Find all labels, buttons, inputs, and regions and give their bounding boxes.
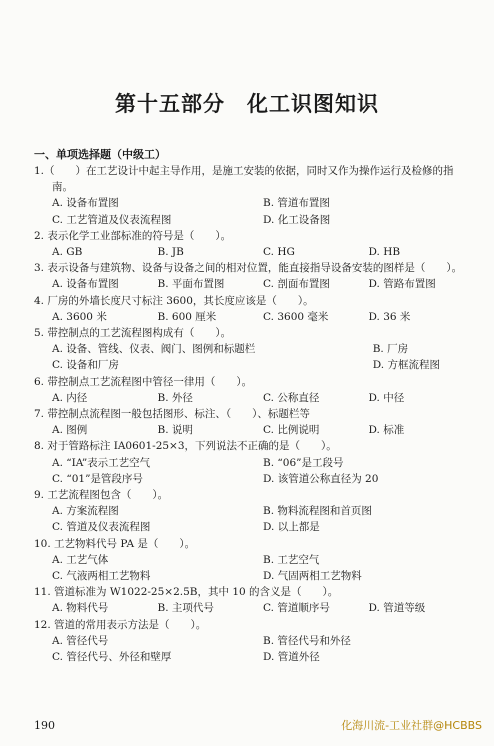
- option-c: C. 管径代号、外径和壁厚: [52, 651, 172, 664]
- question-4: [34, 293, 474, 325]
- option-d: D. 以上都是: [263, 521, 320, 534]
- option-d: D. 标准: [368, 424, 405, 437]
- question-stem: 4. 厂房的外墙长度尺寸标注 3600，其长度应该是（ ）。: [34, 294, 314, 307]
- question-1: [34, 163, 474, 228]
- question-10: [34, 536, 474, 585]
- option-a: A. 内径: [52, 391, 88, 404]
- option-c: C. HG: [263, 246, 295, 259]
- option-d: D. 36 米: [368, 310, 411, 323]
- option-b: B. 厂房: [372, 343, 409, 356]
- option-a: A. GB: [52, 246, 83, 259]
- option-b: B. 600 厘米: [157, 310, 217, 323]
- option-b: B. JB: [157, 246, 184, 259]
- option-b: B. “06”是工段号: [263, 456, 344, 469]
- question-stem: 7. 带控制点流程图一般包括图形、标注、（ ）、标题栏等: [34, 408, 310, 421]
- option-b: B. 物料流程图和首页图: [263, 505, 372, 518]
- option-a: A. 方案流程图: [52, 505, 119, 518]
- question-3: [34, 260, 474, 292]
- option-c: C. 设备和厂房: [52, 359, 119, 372]
- option-b: B. 工艺空气: [263, 553, 320, 566]
- option-c: C. 公称直径: [263, 391, 320, 404]
- option-d: D. 该管道公称直径为 20: [263, 472, 379, 485]
- option-a: A. 设备布置图: [52, 278, 119, 291]
- option-a: A. 工艺气体: [52, 553, 109, 566]
- page-number: 190: [34, 719, 55, 732]
- option-c: C. 管道及仪表流程图: [52, 521, 151, 534]
- section-heading: 一、单项选择题（中级工）: [34, 148, 166, 161]
- question-12: [34, 617, 474, 666]
- question-8: [34, 438, 474, 487]
- question-9: [34, 487, 474, 536]
- option-a: A. 设备布置图: [52, 197, 119, 210]
- option-c: C. 剖面布置图: [263, 278, 330, 291]
- option-a: A. 设备、管线、仪表、阀门、图例和标题栏: [52, 343, 256, 356]
- option-b: B. 平面布置图: [157, 278, 225, 291]
- option-a: A. 图例: [52, 424, 88, 437]
- option-a: A. “IA”表示工艺空气: [52, 456, 151, 469]
- question-stem: 3. 表示设备与建筑物、设备与设备之间的相对位置，能直接指导设备安装的图样是（ ）。: [34, 262, 463, 275]
- option-a: A. 管径代号: [52, 634, 109, 647]
- option-c: C. 气液两相工艺物料: [52, 570, 151, 583]
- question-stem: 10. 工艺物料代号 PA 是（ ）。: [34, 537, 196, 550]
- option-c: C. 管道顺序号: [263, 602, 330, 615]
- option-d: D. 管道等级: [368, 602, 426, 615]
- watermark: 化海川流-工业社群@HCBBS: [341, 719, 482, 732]
- question-stem: 11. 管道标准为 W1022-25×2.5B，其中 10 的含义是（ ）。: [34, 586, 339, 599]
- option-c: C. 3600 毫米: [263, 310, 329, 323]
- option-b: B. 管径代号和外径: [263, 634, 351, 647]
- option-d: D. 化工设备图: [263, 213, 331, 226]
- question-5: [34, 325, 474, 374]
- question-7: [34, 406, 474, 438]
- question-2: [34, 228, 474, 260]
- question-list: [34, 163, 474, 665]
- question-stem: 1.（ ）在工艺设计中起主导作用，是施工安装的依据，同时又作为操作运行及检修的指南。: [34, 165, 454, 194]
- question-stem: 9. 工艺流程图包含（ ）。: [34, 489, 169, 502]
- option-a: A. 物料代号: [52, 602, 109, 615]
- question-6: [34, 374, 474, 406]
- option-d: D. 管道外径: [263, 651, 320, 664]
- option-b: B. 说明: [157, 424, 193, 437]
- question-stem: 8. 对于管路标注 IA0601-25×3，下列说法不正确的是（ ）。: [34, 440, 337, 453]
- option-d: D. HB: [368, 246, 401, 259]
- option-a: A. 3600 米: [52, 310, 107, 323]
- question-stem: 5. 带控制点的工艺流程图构成有（ ）。: [34, 327, 232, 340]
- option-c: C. “01”是管段序号: [52, 472, 143, 485]
- page-title: 第十五部分 化工识图知识: [115, 92, 379, 116]
- option-c: C. 工艺管道及仪表流程图: [52, 213, 172, 226]
- option-b: B. 管道布置图: [263, 197, 330, 210]
- option-d: D. 方框流程图: [372, 359, 440, 372]
- question-11: [34, 584, 474, 616]
- question-stem: 6. 带控制点工艺流程图中管径一律用（ ）。: [34, 375, 253, 388]
- option-d: D. 中径: [368, 391, 405, 404]
- option-d: D. 管路布置图: [368, 278, 436, 291]
- question-stem: 12. 管道的常用表示方法是（ ）。: [34, 618, 207, 631]
- option-c: C. 比例说明: [263, 424, 320, 437]
- option-b: B. 外径: [157, 391, 193, 404]
- question-stem: 2. 表示化学工业部标准的符号是（ ）。: [34, 229, 232, 242]
- option-d: D. 气固两相工艺物料: [263, 570, 362, 583]
- option-b: B. 主项代号: [157, 602, 214, 615]
